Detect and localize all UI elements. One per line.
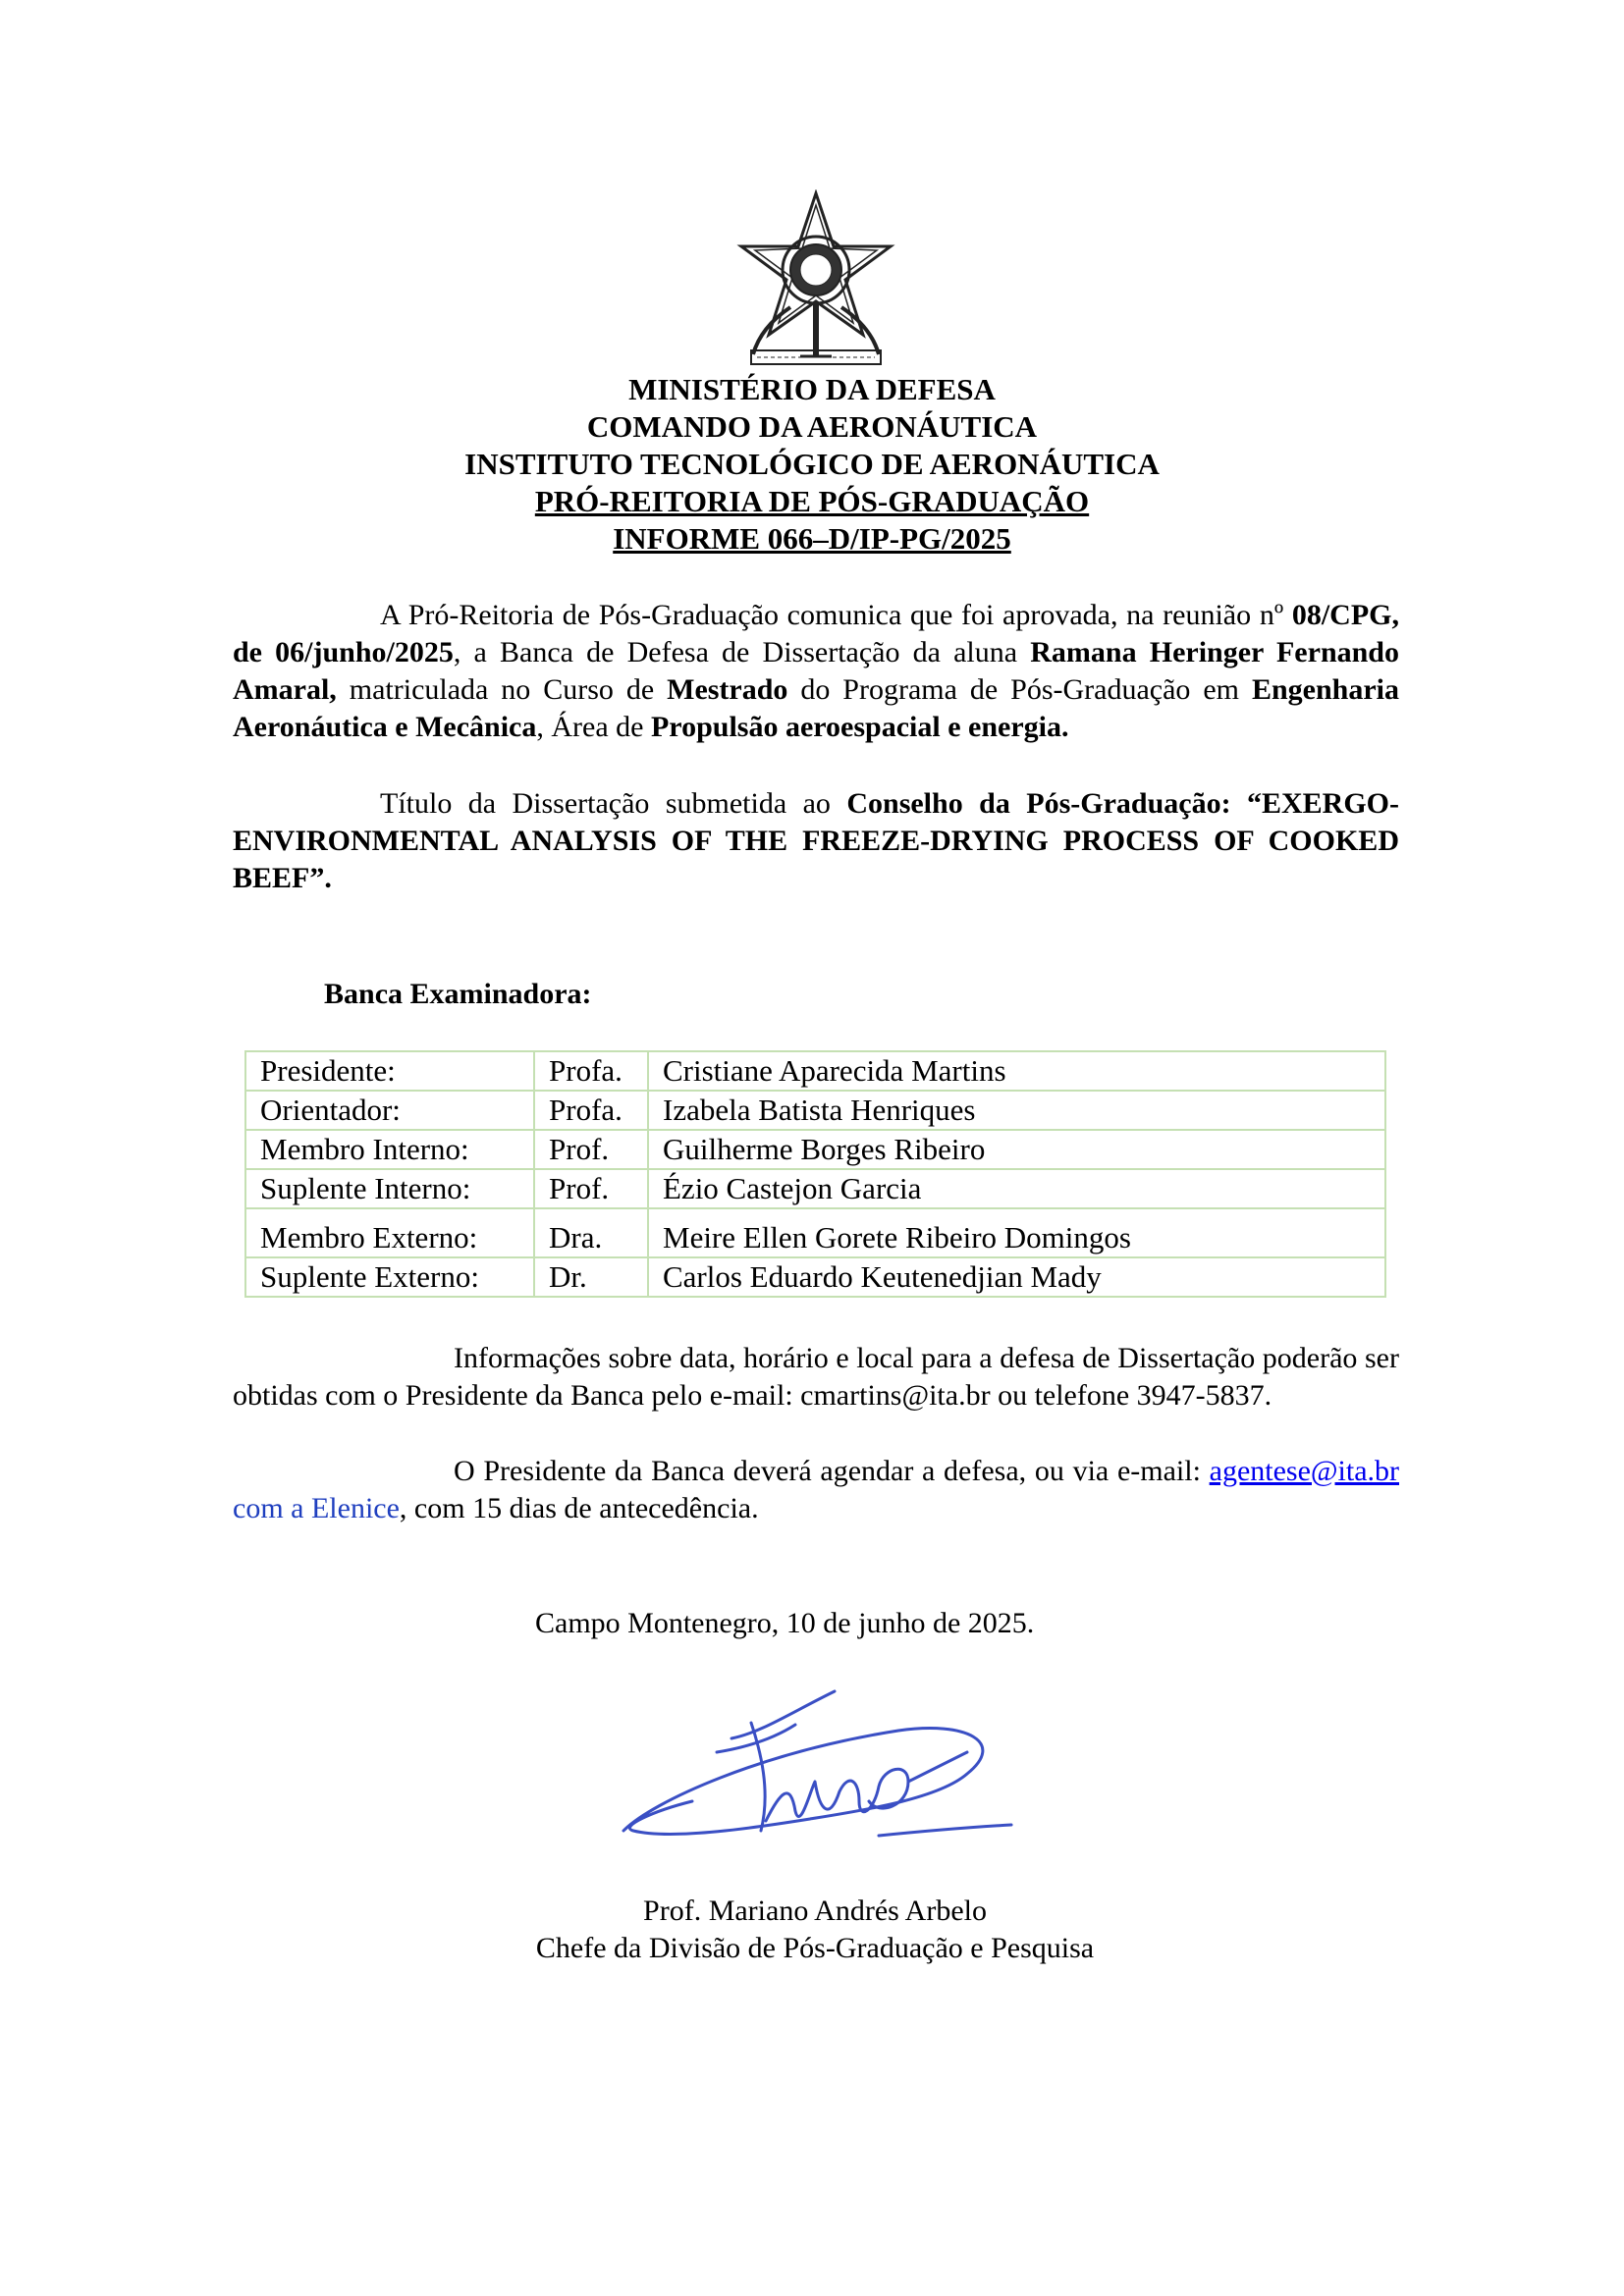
dissertation-title: “EXERGO-ENVIRONMENTAL ANALYSIS OF THE FREEZE-DRYING PROCESS OF COOKED BEEF”. [233, 787, 1400, 894]
banca-title: Prof. [534, 1130, 648, 1169]
p2-text-1: Título da Dissertação submetida ao [380, 787, 847, 820]
banca-row [245, 1169, 1385, 1208]
banca-member-name: Carlos Eduardo Keutenedjian Mady [648, 1257, 1385, 1297]
course-level: Mestrado [667, 673, 788, 706]
header-pro-rectory: PRÓ-REITORIA DE PÓS-GRADUAÇÃO [534, 484, 1090, 518]
banca-role: Membro Externo: [245, 1208, 534, 1257]
banca-role: Suplente Interno: [245, 1169, 534, 1208]
header-institute: INSTITUTO TECNOLÓGICO DE AERONÁUTICA [464, 447, 1160, 481]
paragraph-approval [233, 597, 1399, 746]
header-command: COMANDO DA AERONÁUTICA [586, 409, 1038, 444]
information-text: Informações sobre data, horário e local para a defesa de Dissertação poderão ser obtidas com o Presidente da Banca pelo e-mail: cmartins@ita.br ou telefone 3947-5837. [233, 1342, 1399, 1412]
area-name: Propulsão aeroespacial e energia. [650, 711, 1069, 743]
coat-of-arms-icon [731, 189, 900, 369]
signer-block [461, 1893, 1168, 1967]
paragraph-information [233, 1340, 1399, 1415]
banca-member-name: Ézio Castejon Garcia [648, 1169, 1385, 1208]
banca-title: Dra. [534, 1208, 648, 1257]
banca-table [244, 1050, 1386, 1298]
banca-row [245, 1208, 1385, 1257]
banca-member-name: Meire Ellen Gorete Ribeiro Domingos [648, 1208, 1385, 1257]
header-ministry: MINISTÉRIO DA DEFESA [628, 372, 996, 406]
meeting-reference: 08/CPG, de 06/junho/2025 [233, 599, 1399, 668]
handwritten-signature [614, 1683, 1016, 1855]
document-header [233, 371, 1391, 558]
banca-row [245, 1130, 1385, 1169]
paragraph-title [233, 785, 1399, 897]
contact-name: com a Elenice [233, 1492, 400, 1524]
banca-role: Suplente Externo: [245, 1257, 534, 1297]
p1-text-2: , a Banca de Defesa de Dissertação da aluna [453, 636, 1031, 668]
student-name: Ramana Heringer Fernando Amaral, [233, 636, 1399, 706]
p4-text-2: , com 15 dias de antecedência. [399, 1492, 759, 1524]
banca-role: Membro Interno: [245, 1130, 534, 1169]
banca-row [245, 1051, 1385, 1091]
p1-text-4: do Programa de Pós-Graduação em [787, 673, 1252, 706]
p1-text-3: matriculada no Curso de [336, 673, 668, 706]
agentese-email-link[interactable]: agentese@ita.br [1209, 1455, 1399, 1487]
place-and-date: Campo Montenegro, 10 de junho de 2025. [535, 1607, 1035, 1639]
banca-member-name: Guilherme Borges Ribeiro [648, 1130, 1385, 1169]
banca-title: Profa. [534, 1051, 648, 1091]
paragraph-scheduling [233, 1453, 1399, 1527]
p1-text-5: , Área de [536, 711, 651, 743]
banca-title: Profa. [534, 1091, 648, 1130]
banca-role: Orientador: [245, 1091, 534, 1130]
banca-role: Presidente: [245, 1051, 534, 1091]
banca-title: Dr. [534, 1257, 648, 1297]
program-name: Engenharia Aeronáutica e Mecânica [233, 673, 1399, 743]
banca-member-name: Cristiane Aparecida Martins [648, 1051, 1385, 1091]
banca-label: Banca Examinadora: [324, 978, 592, 1010]
signer-name: Prof. Mariano Andrés Arbelo [643, 1895, 987, 1927]
banca-row [245, 1091, 1385, 1130]
banca-row [245, 1257, 1385, 1297]
banca-title: Prof. [534, 1169, 648, 1208]
council-name: Conselho da Pós-Graduação: [846, 787, 1231, 820]
header-informe-number: INFORME 066–D/IP-PG/2025 [613, 521, 1011, 556]
p1-text-1: A Pró-Reitoria de Pós-Graduação comunica que foi aprovada, na reunião nº [380, 599, 1292, 631]
p4-text-1: O Presidente da Banca deverá agendar a defesa, ou via e-mail: [454, 1455, 1210, 1487]
signer-role: Chefe da Divisão de Pós-Graduação e Pesquisa [535, 1932, 1095, 1964]
banca-member-name: Izabela Batista Henriques [648, 1091, 1385, 1130]
